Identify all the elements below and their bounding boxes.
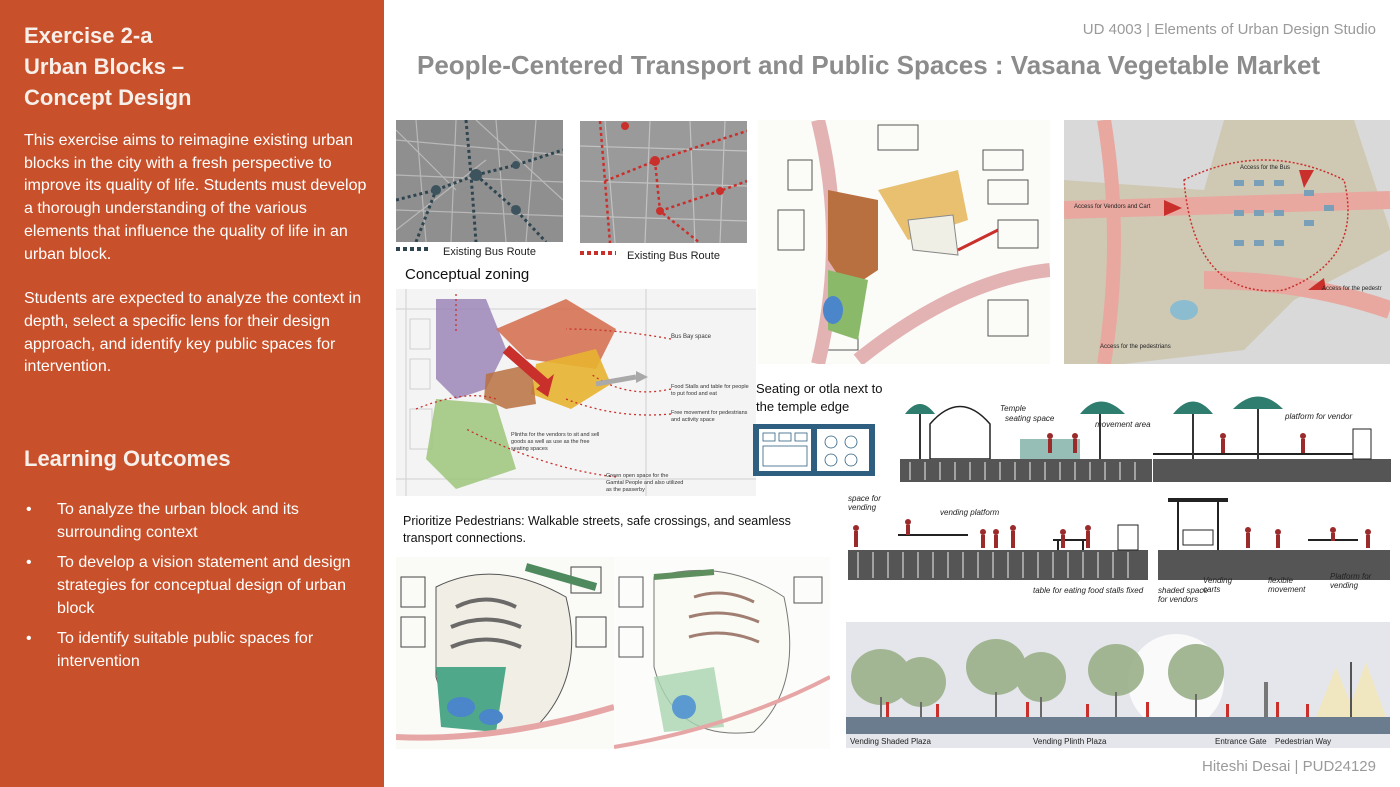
list-item [24, 627, 369, 673]
outcome-text: To identify suitable public spaces for intervention [57, 630, 314, 670]
zoning-note-food-stalls: Food Stalls and table for people to put food and eat [671, 384, 749, 397]
bullet-icon: • [26, 554, 32, 571]
sketch-label-platform-vending: Platform for vending [1330, 572, 1372, 590]
plan-sketch-pencil [614, 557, 830, 749]
zoning-note-free-movement: Free movement for pedestrians and activity space [671, 410, 748, 423]
sketch-label-vending-platform: vending platform [940, 508, 1000, 517]
access-vendors-label: Access for Vendors and Cart [1074, 204, 1151, 210]
street-section-render [846, 622, 1390, 748]
access-bus-label: Access for the Bus [1240, 165, 1291, 171]
legend-red-dash-icon [580, 250, 616, 256]
learning-outcomes-list [24, 498, 369, 680]
zoning-note-bus-bay: Bus Bay space [671, 334, 712, 340]
title-line-1: Exercise 2-a [24, 23, 153, 48]
access-pedestrians-right-label: Access for the pedestr [1322, 286, 1382, 292]
intro-text [24, 130, 369, 401]
plan-sketch-colored [396, 557, 614, 749]
author-credit: Hiteshi Desai | PUD24129 [1202, 758, 1376, 775]
seating-caption: Seating or otla next to the temple edge [756, 381, 883, 414]
sketch-label-seating: seating space [1005, 414, 1055, 423]
section-label-pedestrian-way: Pedestrian Way [1275, 737, 1332, 746]
zoning-note-green-open: Green open space for the Gamtal People and also utilized as the passerby [606, 473, 684, 493]
title-line-3: Concept Design [24, 85, 192, 110]
shaded-vending-sketch [1158, 490, 1390, 612]
bus-route-caption-1: Existing Bus Route [443, 246, 536, 258]
site-access-plan [1064, 120, 1390, 364]
sketch-label-food-stalls: food stalls fixed [1088, 586, 1144, 595]
sketch-label-platform: platform for vendor [1285, 412, 1353, 421]
section-label-shaded-plaza: Vending Shaded Plaza [850, 737, 931, 746]
bullet-icon: • [26, 630, 32, 647]
title-line-2: Urban Blocks – [24, 54, 185, 79]
sketch-label-vending-carts: Vending carts [1203, 576, 1233, 594]
list-item [24, 551, 369, 620]
sketch-label-table-eating: table for eating [1033, 586, 1086, 595]
outcome-text: To develop a vision statement and design strategies for conceptual design of urban block [57, 554, 351, 617]
conceptual-zoning-diagram [396, 289, 756, 496]
zoning-title: Conceptual zoning [405, 266, 530, 283]
sketch-label-flexible-movement: flexible movement [1268, 576, 1306, 594]
access-pedestrians-bottom-label: Access for the pedestrians [1100, 344, 1171, 350]
bus-route-map-red [580, 121, 747, 243]
temple-seating-sketch [900, 384, 1152, 484]
vending-platform-sketch [848, 490, 1148, 612]
intro-paragraph-1: This exercise aims to reimagine existing urban blocks in the city with a fresh perspective to improve its quality of life. Students must develop a thorough understanding of the various elements that influence the quality of life in an urban block. [24, 132, 367, 263]
sketch-label-space-vending: space for vending [848, 494, 881, 512]
vendor-platform-sketch [1153, 384, 1391, 484]
bullet-icon: • [26, 501, 32, 518]
learning-outcomes-heading: Learning Outcomes [24, 446, 231, 471]
legend-dark-dash-icon [396, 246, 428, 252]
sketch-label-shaded-space: shaded space for vendors [1158, 586, 1208, 604]
sketch-label-movement: movement area [1095, 420, 1151, 429]
zoning-note-plinths: Plinths for the vendors to sit and sell goods as well as use as the free seating spaces [511, 432, 600, 452]
section-label-entrance-gate: Entrance Gate [1215, 737, 1267, 746]
section-label-plinth-plaza: Vending Plinth Plaza [1033, 737, 1107, 746]
prioritize-caption: Prioritize Pedestrians: Walkable streets, safe crossings, and seamless transport connections. [403, 514, 791, 545]
page-title: People-Centered Transport and Public Spaces : Vasana Vegetable Market [417, 50, 1321, 80]
list-item [24, 498, 369, 544]
course-code: UD 4003 | Elements of Urban Design Studio [1082, 21, 1376, 38]
sketch-label-temple: Temple [1000, 404, 1026, 413]
exercise-title [24, 20, 364, 113]
intro-paragraph-2: Students are expected to analyze the context in depth, select a specific lens for their design approach, and identify key public spaces for intervention. [24, 290, 362, 376]
left-panel [0, 0, 384, 787]
site-sketch-colored [758, 120, 1050, 364]
bus-route-map-dark [396, 120, 563, 242]
outcome-text: To analyze the urban block and its surrounding context [57, 501, 299, 541]
bus-route-caption-2: Existing Bus Route [627, 250, 720, 262]
temple-edge-diagram [753, 424, 875, 476]
